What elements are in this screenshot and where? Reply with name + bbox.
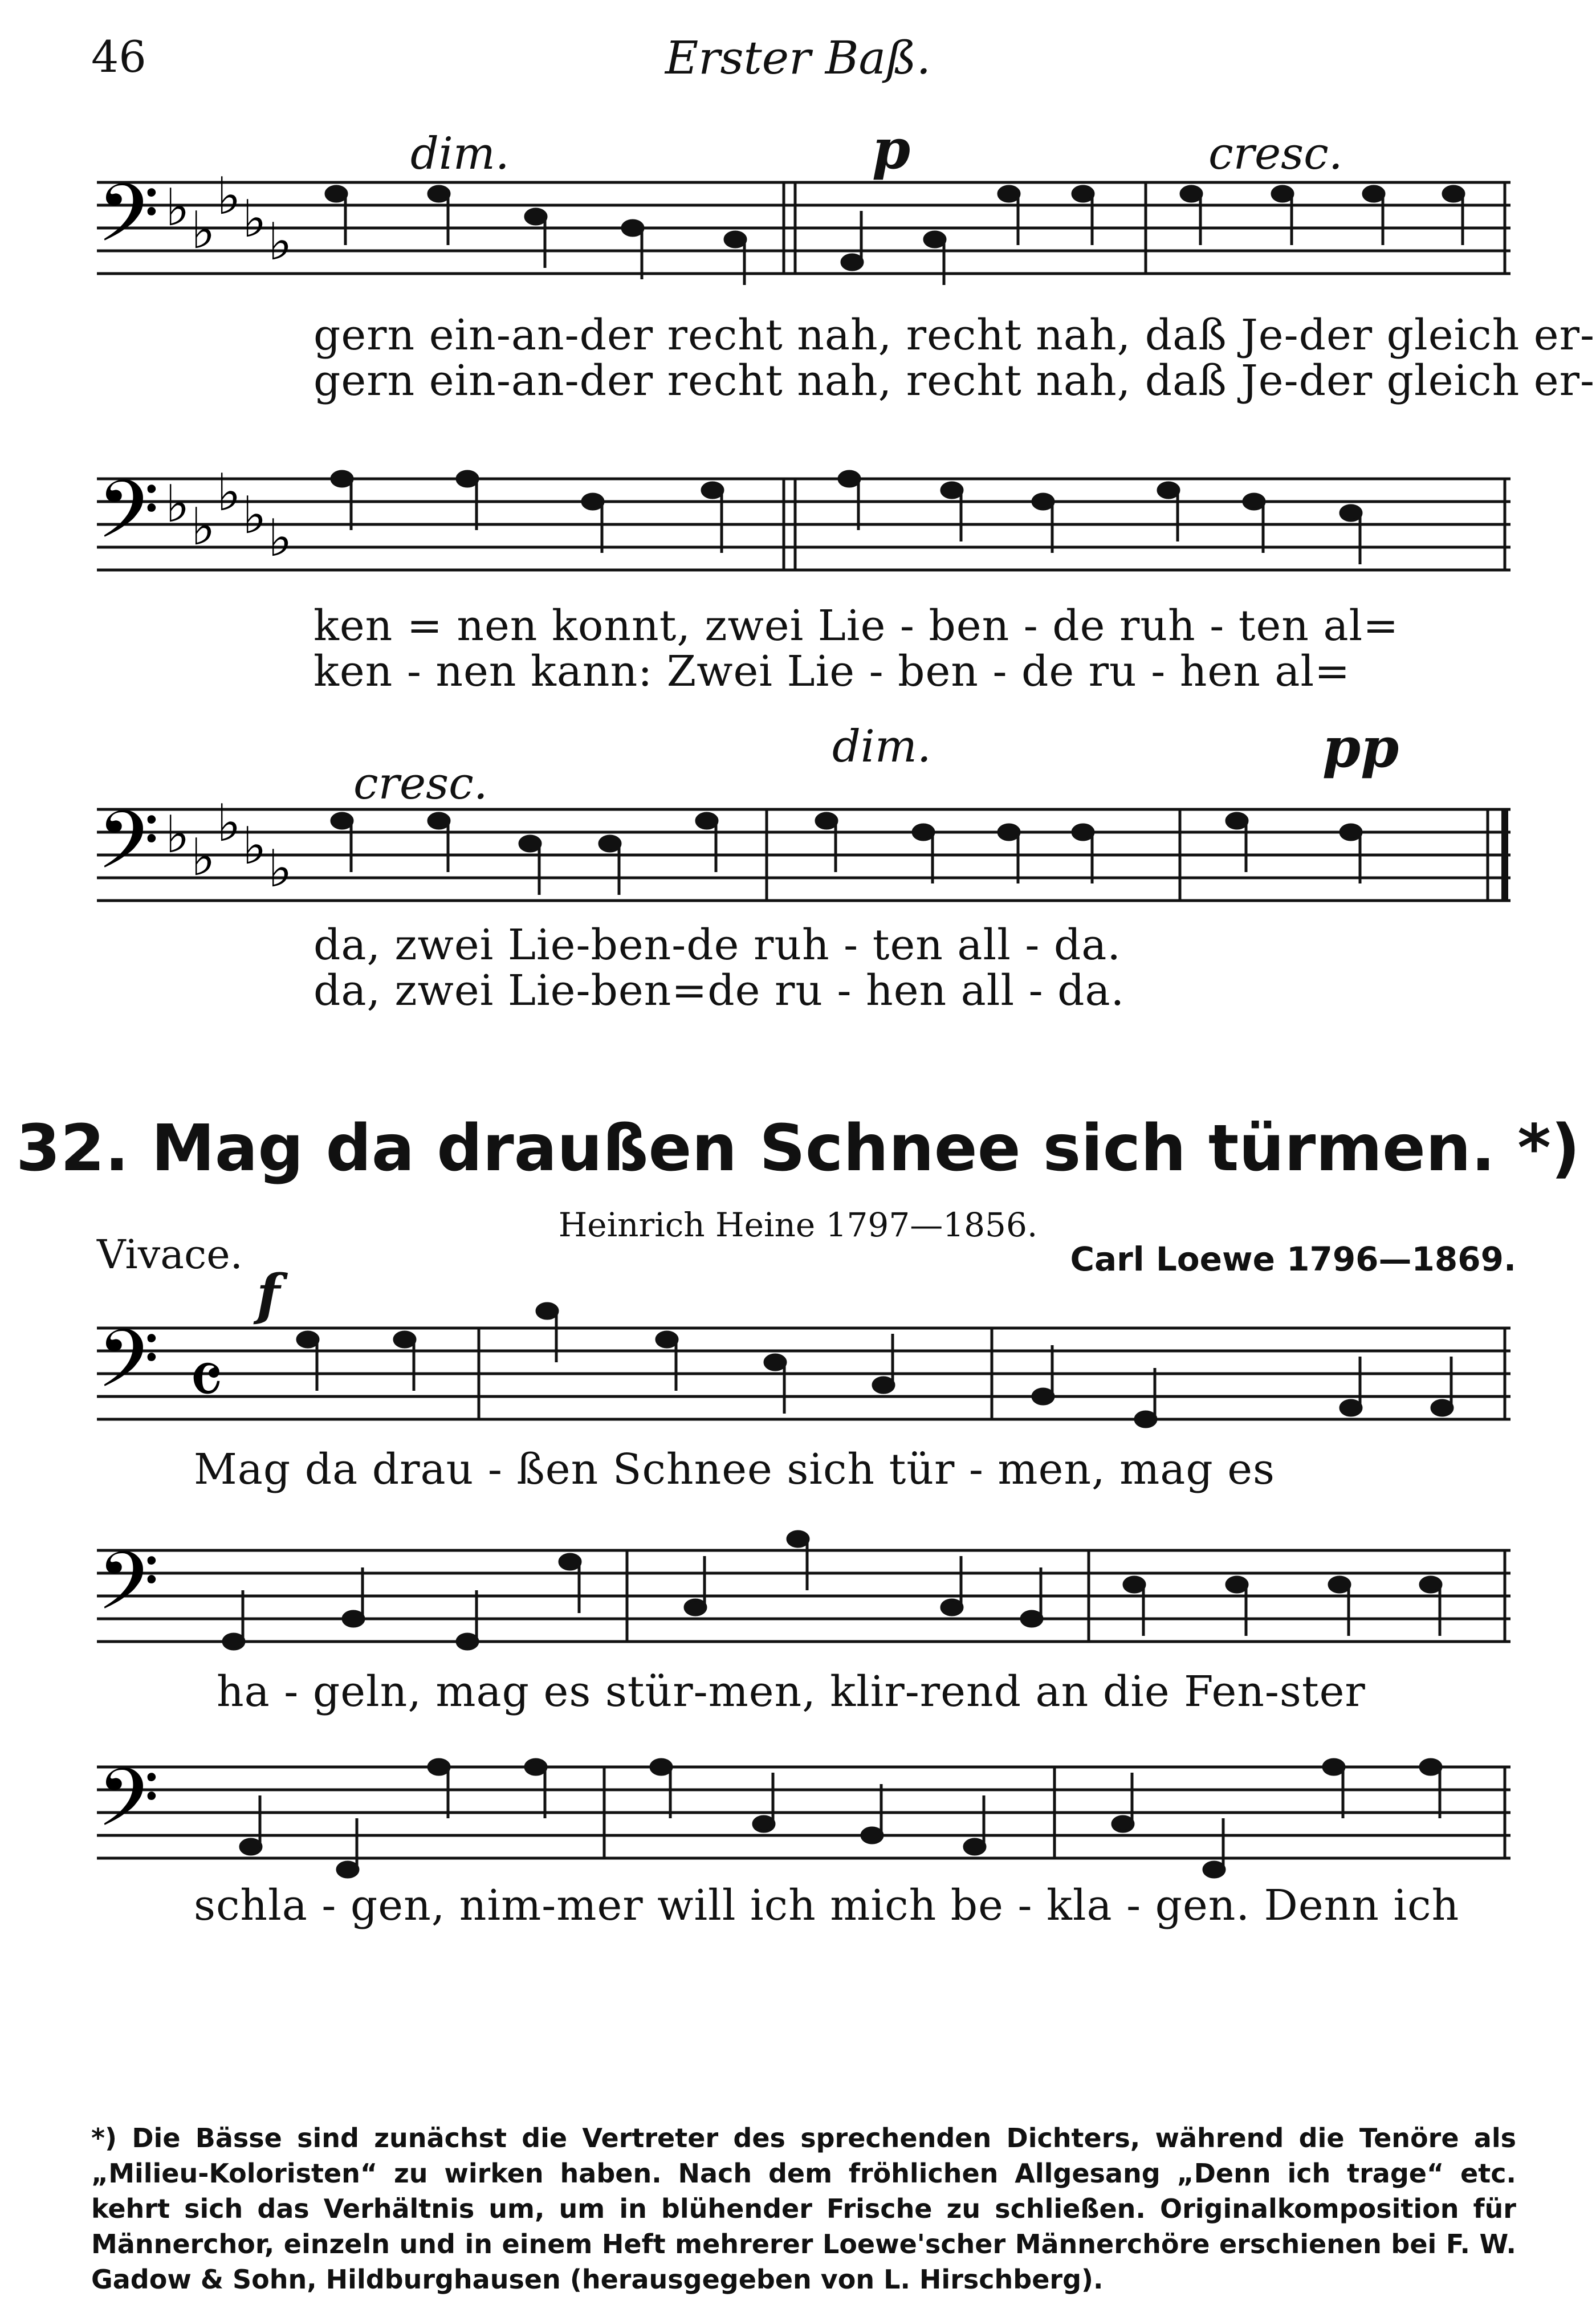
music-staff-5 <box>97 1535 1510 1664</box>
svg-text:𝄢: 𝄢 <box>97 463 160 576</box>
running-title: Erster Baß. <box>665 31 931 84</box>
lyrics-system4: Mag da drau - ßen Schnee sich tür - men, mag es <box>194 1445 1276 1494</box>
lyrics-system2-verse1: ken = nen konnt, zwei Lie - ben - de ruh - ten al= <box>314 601 1399 650</box>
music-staff-3 <box>97 793 1510 923</box>
music-staff-6 <box>97 1752 1510 1881</box>
dynamic-pp: pp <box>1322 715 1399 780</box>
page-number: 46 <box>91 31 146 82</box>
svg-text:♭: ♭ <box>217 793 241 853</box>
svg-text:♭: ♭ <box>268 508 292 568</box>
music-staff-2 <box>97 463 1510 593</box>
composer-credit: Carl Loewe 1796—1869. <box>1070 1240 1516 1278</box>
svg-text:𝄢: 𝄢 <box>97 1313 160 1426</box>
song-title: 32. Mag da draußen Schnee sich türmen. *) <box>15 1111 1581 1186</box>
svg-text:𝄢: 𝄢 <box>97 794 160 907</box>
svg-text:𝄢: 𝄢 <box>97 1535 160 1648</box>
svg-text:♭: ♭ <box>242 816 267 876</box>
svg-text:♭: ♭ <box>191 201 215 260</box>
dynamic-cresc-2: cresc. <box>353 758 488 809</box>
music-staff-4 <box>97 1313 1510 1442</box>
svg-text:𝄴: 𝄴 <box>188 1334 224 1427</box>
svg-text:♭: ♭ <box>165 178 190 238</box>
staff-3-graphic <box>97 793 1510 923</box>
music-staff-1 <box>97 166 1510 296</box>
svg-text:♭: ♭ <box>165 805 190 865</box>
lyrics-system3-verse1: da, zwei Lie-ben-de ruh - ten all - da. <box>314 921 1121 970</box>
tempo-marking: Vivace. <box>97 1231 243 1278</box>
svg-text:♭: ♭ <box>217 166 241 226</box>
svg-text:♭: ♭ <box>268 839 292 899</box>
staff-1-graphic <box>97 166 1510 296</box>
dynamic-f: f <box>256 1263 280 1327</box>
staff-2-graphic <box>97 463 1510 593</box>
svg-text:♭: ♭ <box>268 212 292 272</box>
lyrics-system2-verse2: ken - nen kann: Zwei Lie - ben - de ru - hen al= <box>314 647 1351 696</box>
staff-5-graphic <box>97 1535 1510 1664</box>
svg-text:♭: ♭ <box>165 474 190 534</box>
footnote: *) Die Bässe sind zunächst die Vertreter des sprechenden Dichters, während die Tenöre als „Milieu-Koloristen“ zu wirken haben. Nach dem fröhlichen Allgesang „Denn ich trage“ etc. kehrt sich das Verhältnis um, um in blühender Frische zu schließen. Originalkomposition für Männerchor, einzeln und in einem Heft mehrerer Loewe'scher Männerchöre erschienen bei F. W. Gadow & Sohn, Hildburghausen (herausgegeben von L. Hirschberg). <box>91 2123 1516 2295</box>
lyrics-system1-verse1: gern ein-an-der recht nah, recht nah, daß Je-der gleich er- <box>314 311 1595 360</box>
lyrics-system1-verse2: gern ein-an-der recht nah, recht nah, daß Je-der gleich er- <box>314 356 1595 405</box>
svg-text:♭: ♭ <box>191 828 215 887</box>
lyrics-system5: ha - geln, mag es stür-men, klir-rend an die Fen-ster <box>217 1667 1366 1716</box>
dynamic-p: p <box>872 117 911 181</box>
staff-6-graphic <box>97 1752 1510 1881</box>
svg-text:♭: ♭ <box>217 463 241 523</box>
dynamic-dim-2: dim. <box>832 721 931 772</box>
svg-text:♭: ♭ <box>191 497 215 557</box>
dynamic-cresc: cresc. <box>1208 128 1343 180</box>
poet-credit: Heinrich Heine 1797—1856. <box>558 1206 1038 1244</box>
dynamic-dim: dim. <box>410 128 510 180</box>
staff-4-graphic <box>97 1313 1510 1442</box>
svg-text:♭: ♭ <box>242 189 267 249</box>
svg-text:𝄢: 𝄢 <box>97 167 160 280</box>
lyrics-system6: schla - gen, nim-mer will ich mich be - kla - gen. Denn ich <box>194 1881 1460 1930</box>
svg-text:♭: ♭ <box>242 486 267 545</box>
svg-text:𝄢: 𝄢 <box>97 1752 160 1864</box>
lyrics-system3-verse2: da, zwei Lie-ben=de ru - hen all - da. <box>314 966 1125 1015</box>
